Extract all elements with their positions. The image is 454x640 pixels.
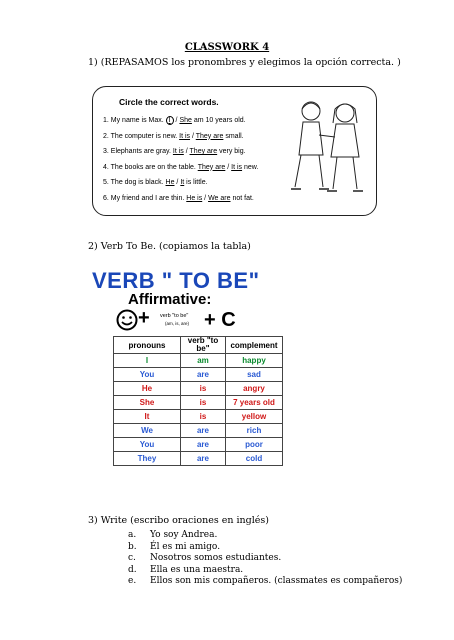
cell-verb: are [181, 368, 226, 382]
exercise-item [103, 148, 246, 155]
table-row [114, 382, 283, 396]
exercise-item-a[interactable]: It is [172, 148, 184, 155]
cell-verb: are [181, 438, 226, 452]
smiley-icon [116, 309, 138, 331]
exercise-item-b[interactable]: It is [231, 163, 243, 171]
cell-pronoun: He [114, 382, 181, 396]
table-header-row [114, 337, 283, 354]
exercise-item-sep: / [190, 132, 196, 140]
header-complement: complement [226, 337, 283, 354]
cell-complement: sad [226, 368, 283, 382]
exercise-item-b[interactable]: They are [195, 132, 224, 140]
exercise-item-a[interactable]: He [165, 179, 175, 186]
exercise-item-pre: 2. The computer is new. [103, 132, 180, 140]
list-item: Ellos son mis compañeros. (classmates es compañeros) [150, 576, 403, 586]
exercise-item-b[interactable]: They are [189, 148, 218, 155]
cell-verb: am [181, 354, 226, 368]
table-row [114, 396, 283, 410]
exercise-item-a[interactable]: It is [179, 132, 191, 140]
table-row [114, 424, 283, 438]
plus-sign: + [138, 307, 150, 329]
exercise-item [103, 164, 258, 171]
cell-pronoun: I [114, 354, 181, 368]
formula-verb-label: verb "to be" [160, 313, 189, 319]
exercise-item-b[interactable]: It [180, 179, 185, 186]
exercise-item-pre: 4. The books are on the table. [103, 163, 198, 171]
exercise-item-post: am 10 years old. [191, 117, 246, 124]
exercise-item-sep: / [173, 117, 180, 124]
cell-pronoun: It [114, 410, 181, 424]
list-item-letter: e. [128, 576, 137, 586]
exercise-item [103, 133, 244, 140]
cell-complement: cold [226, 452, 283, 466]
exercise-item-sep: / [202, 194, 209, 202]
cell-verb: is [181, 396, 226, 410]
verb-to-be-table [113, 336, 283, 466]
exercise-item-sep: / [183, 148, 190, 155]
list-item-letter: b. [128, 541, 137, 552]
cell-pronoun: We [114, 424, 181, 438]
table-row [114, 354, 283, 368]
cell-verb: is [181, 382, 226, 396]
cell-complement: angry [226, 382, 283, 396]
exercise-item-b[interactable]: We are [208, 194, 231, 202]
exercise-item-post: is little. [184, 179, 208, 186]
cell-complement: yellow [226, 410, 283, 424]
list-item: Yo soy Andrea. [150, 530, 218, 540]
exercise-box [92, 86, 377, 216]
cell-verb: are [181, 424, 226, 438]
exercise-item-sep: / [174, 179, 181, 186]
header-pronouns: pronouns [114, 337, 181, 354]
list-item-letter: c. [128, 553, 136, 563]
exercise-item-post: not fat. [230, 194, 254, 202]
cell-pronoun: They [114, 452, 181, 466]
list-item-letter: a. [128, 530, 137, 540]
exercise-item-pre: 5. The dog is black. [103, 179, 166, 186]
section-1-instruction: 1) (REPASAMOS los pronombres y elegimos la opción correcta. ) [88, 57, 401, 68]
cell-complement: happy [226, 354, 283, 368]
exercise-heading: Circle the correct words. [119, 97, 219, 107]
formula-complement: + C [204, 309, 236, 331]
exercise-item-post: small. [223, 132, 244, 140]
list-item: Él es mi amigo. [150, 541, 221, 552]
exercise-item [103, 117, 246, 124]
cell-complement: 7 years old [226, 396, 283, 410]
table-row [114, 438, 283, 452]
cell-pronoun: You [114, 368, 181, 382]
exercise-item-a[interactable]: He is [186, 194, 203, 202]
table-row [114, 452, 283, 466]
section-2-instruction: 2) Verb To Be. (copiamos la tabla) [88, 241, 251, 252]
exercise-item-pre: 3. Elephants are gray. [103, 148, 173, 155]
exercise-item-sep: / [225, 163, 232, 171]
table-row [114, 368, 283, 382]
exercise-item [103, 195, 254, 202]
affirmative-subtitle: Affirmative: [128, 291, 212, 308]
section-3-instruction: 3) Write (escribo oraciones en inglés) [88, 515, 269, 526]
cell-verb: are [181, 452, 226, 466]
exercise-item-pre: 6. My friend and I are thin. [103, 194, 187, 202]
children-illustration [289, 95, 371, 207]
list-item: Ella es una maestra. [150, 564, 244, 575]
exercise-item-a[interactable]: They are [197, 163, 226, 171]
exercise-item-pre: 1. My name is Max. [103, 117, 166, 124]
table-row [114, 410, 283, 424]
exercise-item-b[interactable]: She [179, 117, 192, 124]
cell-complement: rich [226, 424, 283, 438]
list-item-letter: d. [128, 564, 137, 575]
cell-complement: poor [226, 438, 283, 452]
page-title: CLASSWORK 4 [184, 42, 270, 53]
exercise-item-post: new. [242, 163, 259, 171]
formula-verb-forms: (am, is, are) [165, 321, 190, 326]
header-verb: verb "to be" [181, 337, 226, 354]
exercise-item-a[interactable]: I [166, 116, 174, 125]
verb-to-be-title: VERB " TO BE" [92, 268, 260, 293]
cell-pronoun: You [114, 438, 181, 452]
exercise-item [103, 179, 208, 186]
exercise-item-post: very big. [217, 148, 246, 155]
list-item: Nosotros somos estudiantes. [150, 553, 282, 563]
cell-verb: is [181, 410, 226, 424]
cell-pronoun: She [114, 396, 181, 410]
